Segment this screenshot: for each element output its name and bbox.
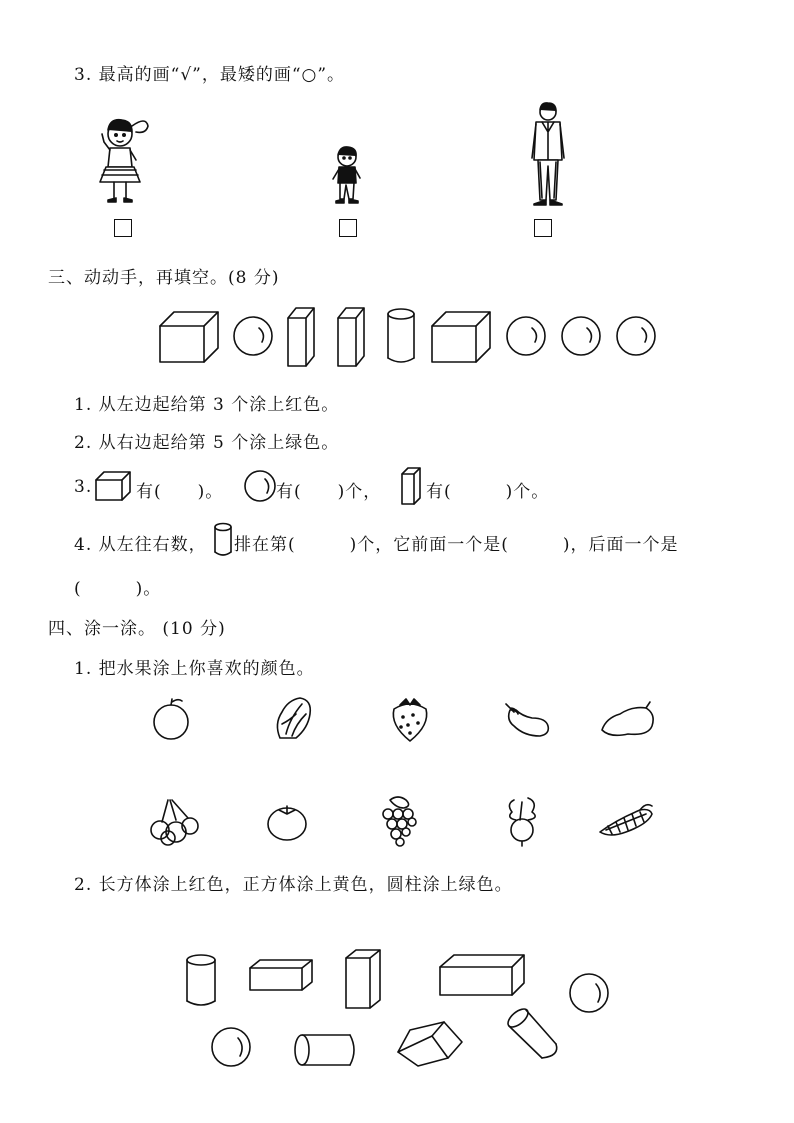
- cuboid-flat-1: [248, 958, 314, 992]
- strawberry-icon: [388, 695, 432, 743]
- cylinder-small-icon: [212, 522, 234, 558]
- section4-q1: 1. 把水果涂上你喜欢的颜色。: [74, 659, 315, 679]
- cherries-icon: [148, 796, 202, 846]
- answer-box-girl[interactable]: [114, 219, 132, 237]
- cube-2: [432, 312, 490, 362]
- section3-q4-text[interactable]: 排在第( )个，它前面一个是( )，后面一个是: [234, 535, 679, 555]
- section3-q1: 1. 从左边起给第 3 个涂上红色。: [74, 395, 340, 415]
- q3-tallest-instruction: 3. 最高的画“√”，最矮的画“○”。: [74, 65, 346, 85]
- cuboid-small-icon: [400, 466, 424, 506]
- man-icon: [528, 100, 570, 212]
- cylinder-1: [388, 309, 414, 362]
- cube-small-icon: [94, 470, 134, 502]
- section3-q4-prefix: 4. 从左往右数，: [74, 535, 207, 555]
- girl-icon: [96, 112, 156, 207]
- pear-icon: [598, 700, 658, 738]
- cuboid-tall-1: [344, 948, 384, 1010]
- sphere-2: [507, 317, 545, 355]
- cabbage-icon: [270, 694, 316, 742]
- cylinder-tilted-1: [504, 1004, 560, 1062]
- cylinder-upright-1: [184, 953, 218, 1009]
- sphere-right-1: [568, 972, 610, 1014]
- sphere-small-icon: [243, 469, 277, 503]
- section4-heading: 四、涂一涂。 (10 分): [48, 619, 226, 639]
- cuboid-1: [288, 308, 314, 366]
- eggplant-icon: [502, 702, 552, 742]
- boy-icon: [330, 145, 366, 207]
- answer-box-boy[interactable]: [339, 219, 357, 237]
- cuboid-2: [338, 308, 364, 366]
- radish-icon: [500, 796, 546, 846]
- cube-1: [160, 312, 218, 362]
- section3-q3-cuboid-blank[interactable]: 有( )个。: [426, 482, 550, 502]
- orange-icon: [150, 697, 192, 741]
- sphere-1: [234, 317, 272, 355]
- grapes-icon: [376, 794, 422, 848]
- cuboid-wide-1: [438, 953, 526, 997]
- sphere-4: [617, 317, 655, 355]
- answer-box-man[interactable]: [534, 219, 552, 237]
- sphere-3: [562, 317, 600, 355]
- section3-heading: 三、动动手，再填空。(8 分): [48, 268, 280, 288]
- section4-q2: 2. 长方体涂上红色，正方体涂上黄色，圆柱涂上绿色。: [74, 875, 513, 895]
- corn-icon: [596, 800, 656, 840]
- section3-q3-number: 3.: [74, 477, 93, 497]
- section3-q3-sphere-blank[interactable]: 有( )个，: [276, 482, 382, 502]
- sphere-left-1: [210, 1026, 252, 1068]
- section3-q3-cube-blank[interactable]: 有( )。: [136, 482, 224, 502]
- section3-q2: 2. 从右边起给第 5 个涂上绿色。: [74, 433, 340, 453]
- shapes-row: [156, 306, 666, 368]
- cylinder-lying-1: [292, 1032, 358, 1068]
- cube-tilted-1: [396, 1018, 464, 1068]
- tomato-icon: [265, 800, 309, 842]
- section3-q4-line2[interactable]: ( )。: [74, 579, 162, 599]
